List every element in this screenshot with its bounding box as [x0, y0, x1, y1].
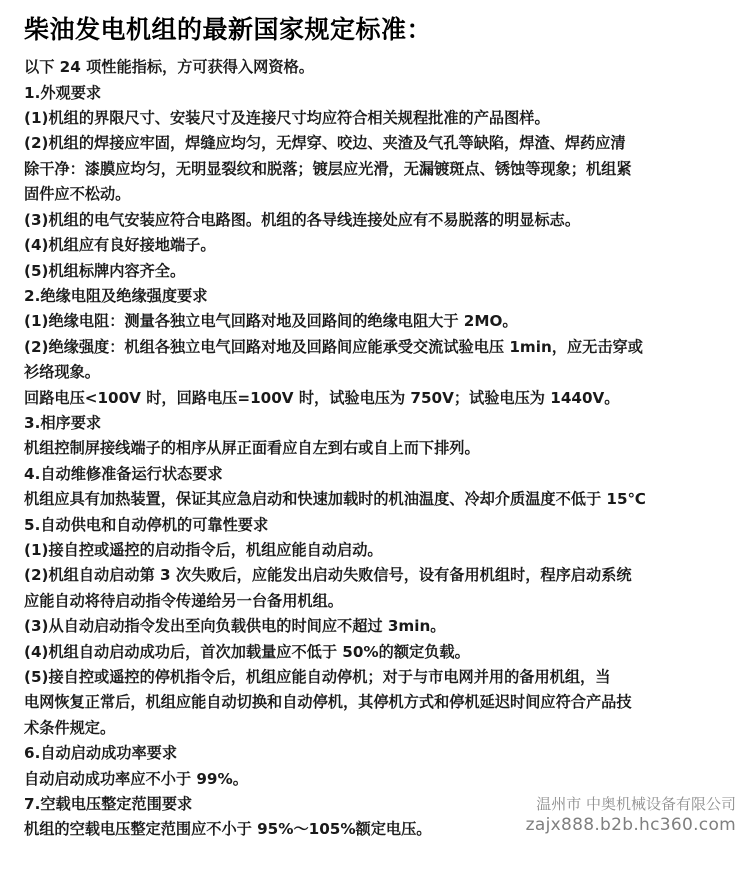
- text-line: 3.相序要求: [24, 413, 102, 432]
- text-line: 衫络现象。: [24, 363, 100, 382]
- text-line: (4)机组应有良好接地端子。: [24, 236, 216, 255]
- text-line: (2)绝缘强度：机组各独立电气回路对地及回路间应能承受交流试验电压 1min，应无击穿或: [24, 337, 643, 356]
- text-line: 回路电压<100V 时，回路电压=100V 时，试验电压为 750V；试验电压为 1440V。: [24, 388, 620, 407]
- watermark-url: zajx888.b2b.hc360.com: [525, 815, 736, 835]
- text-line: 以下 24 项性能指标，方可获得入网资格。: [24, 58, 314, 77]
- text-line: 2.绝缘电阻及绝缘强度要求: [24, 286, 208, 305]
- text-line: 机组控制屏接线端子的相序从屏正面看应自左到右或自上而下排列。: [24, 439, 480, 458]
- text-line: (2)机组的焊接应牢固，焊缝应均匀，无焊穿、咬边、夹渣及气孔等缺陷，焊渣、焊药应清: [24, 134, 626, 153]
- text-line: 机组应具有加热装置，保证其应急启动和快速加载时的机油温度、冷却介质温度不低于 15℃: [24, 490, 646, 509]
- text-line: (2)机组自动启动第 3 次失败后，应能发出启动失败信号，设有备用机组时，程序启动系统: [24, 566, 632, 585]
- text-line: 电网恢复正常后，机组应能自动切换和自动停机，其停机方式和停机延迟时间应符合产品技: [24, 693, 632, 712]
- text-line: (1)接自控或遥控的启动指令后，机组应能自动启动。: [24, 540, 383, 559]
- text-line: 7.空载电压整定范围要求: [24, 795, 193, 814]
- text-line: 1.外观要求: [24, 83, 102, 102]
- text-line: (5)机组标牌内容齐全。: [24, 261, 186, 280]
- text-line: (1)机组的界限尺寸、安装尺寸及连接尺寸均应符合相关规程批准的产品图样。: [24, 109, 550, 128]
- watermark-company: 温州市 中奥机械设备有限公司: [536, 795, 736, 813]
- text-line: 应能自动将待启动指令传递给另一台备用机组。: [24, 591, 343, 610]
- text-line: 术条件规定。: [24, 718, 116, 737]
- text-line: 机组的空载电压整定范围应不小于 95%～105%额定电压。: [24, 820, 432, 839]
- text-line: 自动启动成功率应不小于 99%。: [24, 769, 248, 788]
- text-line: (3)机组的电气安装应符合电路图。机组的各导线连接处应有不易脱落的明显标志。: [24, 210, 581, 229]
- text-line: (4)机组自动启动成功后，首次加载量应不低于 50%的额定负载。: [24, 642, 470, 661]
- text-line: (1)绝缘电阻：测量各独立电气回路对地及回路间的绝缘电阻大于 2MO。: [24, 312, 518, 331]
- text-line: 固件应不松动。: [24, 185, 131, 204]
- text-line: 除干净：漆膜应均匀，无明显裂纹和脱落；镀层应光滑，无漏镀斑点、锈蚀等现象；机组紧: [24, 159, 632, 178]
- document-body: [24, 55, 734, 843]
- text-line: (3)从自动启动指令发出至向负载供电的时间应不超过 3min。: [24, 617, 446, 636]
- text-line: 6.自动启动成功率要求: [24, 744, 178, 763]
- text-line: (5)接自控或遥控的停机指令后，机组应能自动停机；对于与市电网并用的备用机组，当: [24, 668, 611, 686]
- text-line: 5.自动供电和自动停机的可靠性要求: [24, 515, 269, 534]
- text-line: 4.自动维修准备运行状态要求: [24, 464, 223, 483]
- page-title: 柴油发电机组的最新国家规定标准：: [24, 15, 433, 44]
